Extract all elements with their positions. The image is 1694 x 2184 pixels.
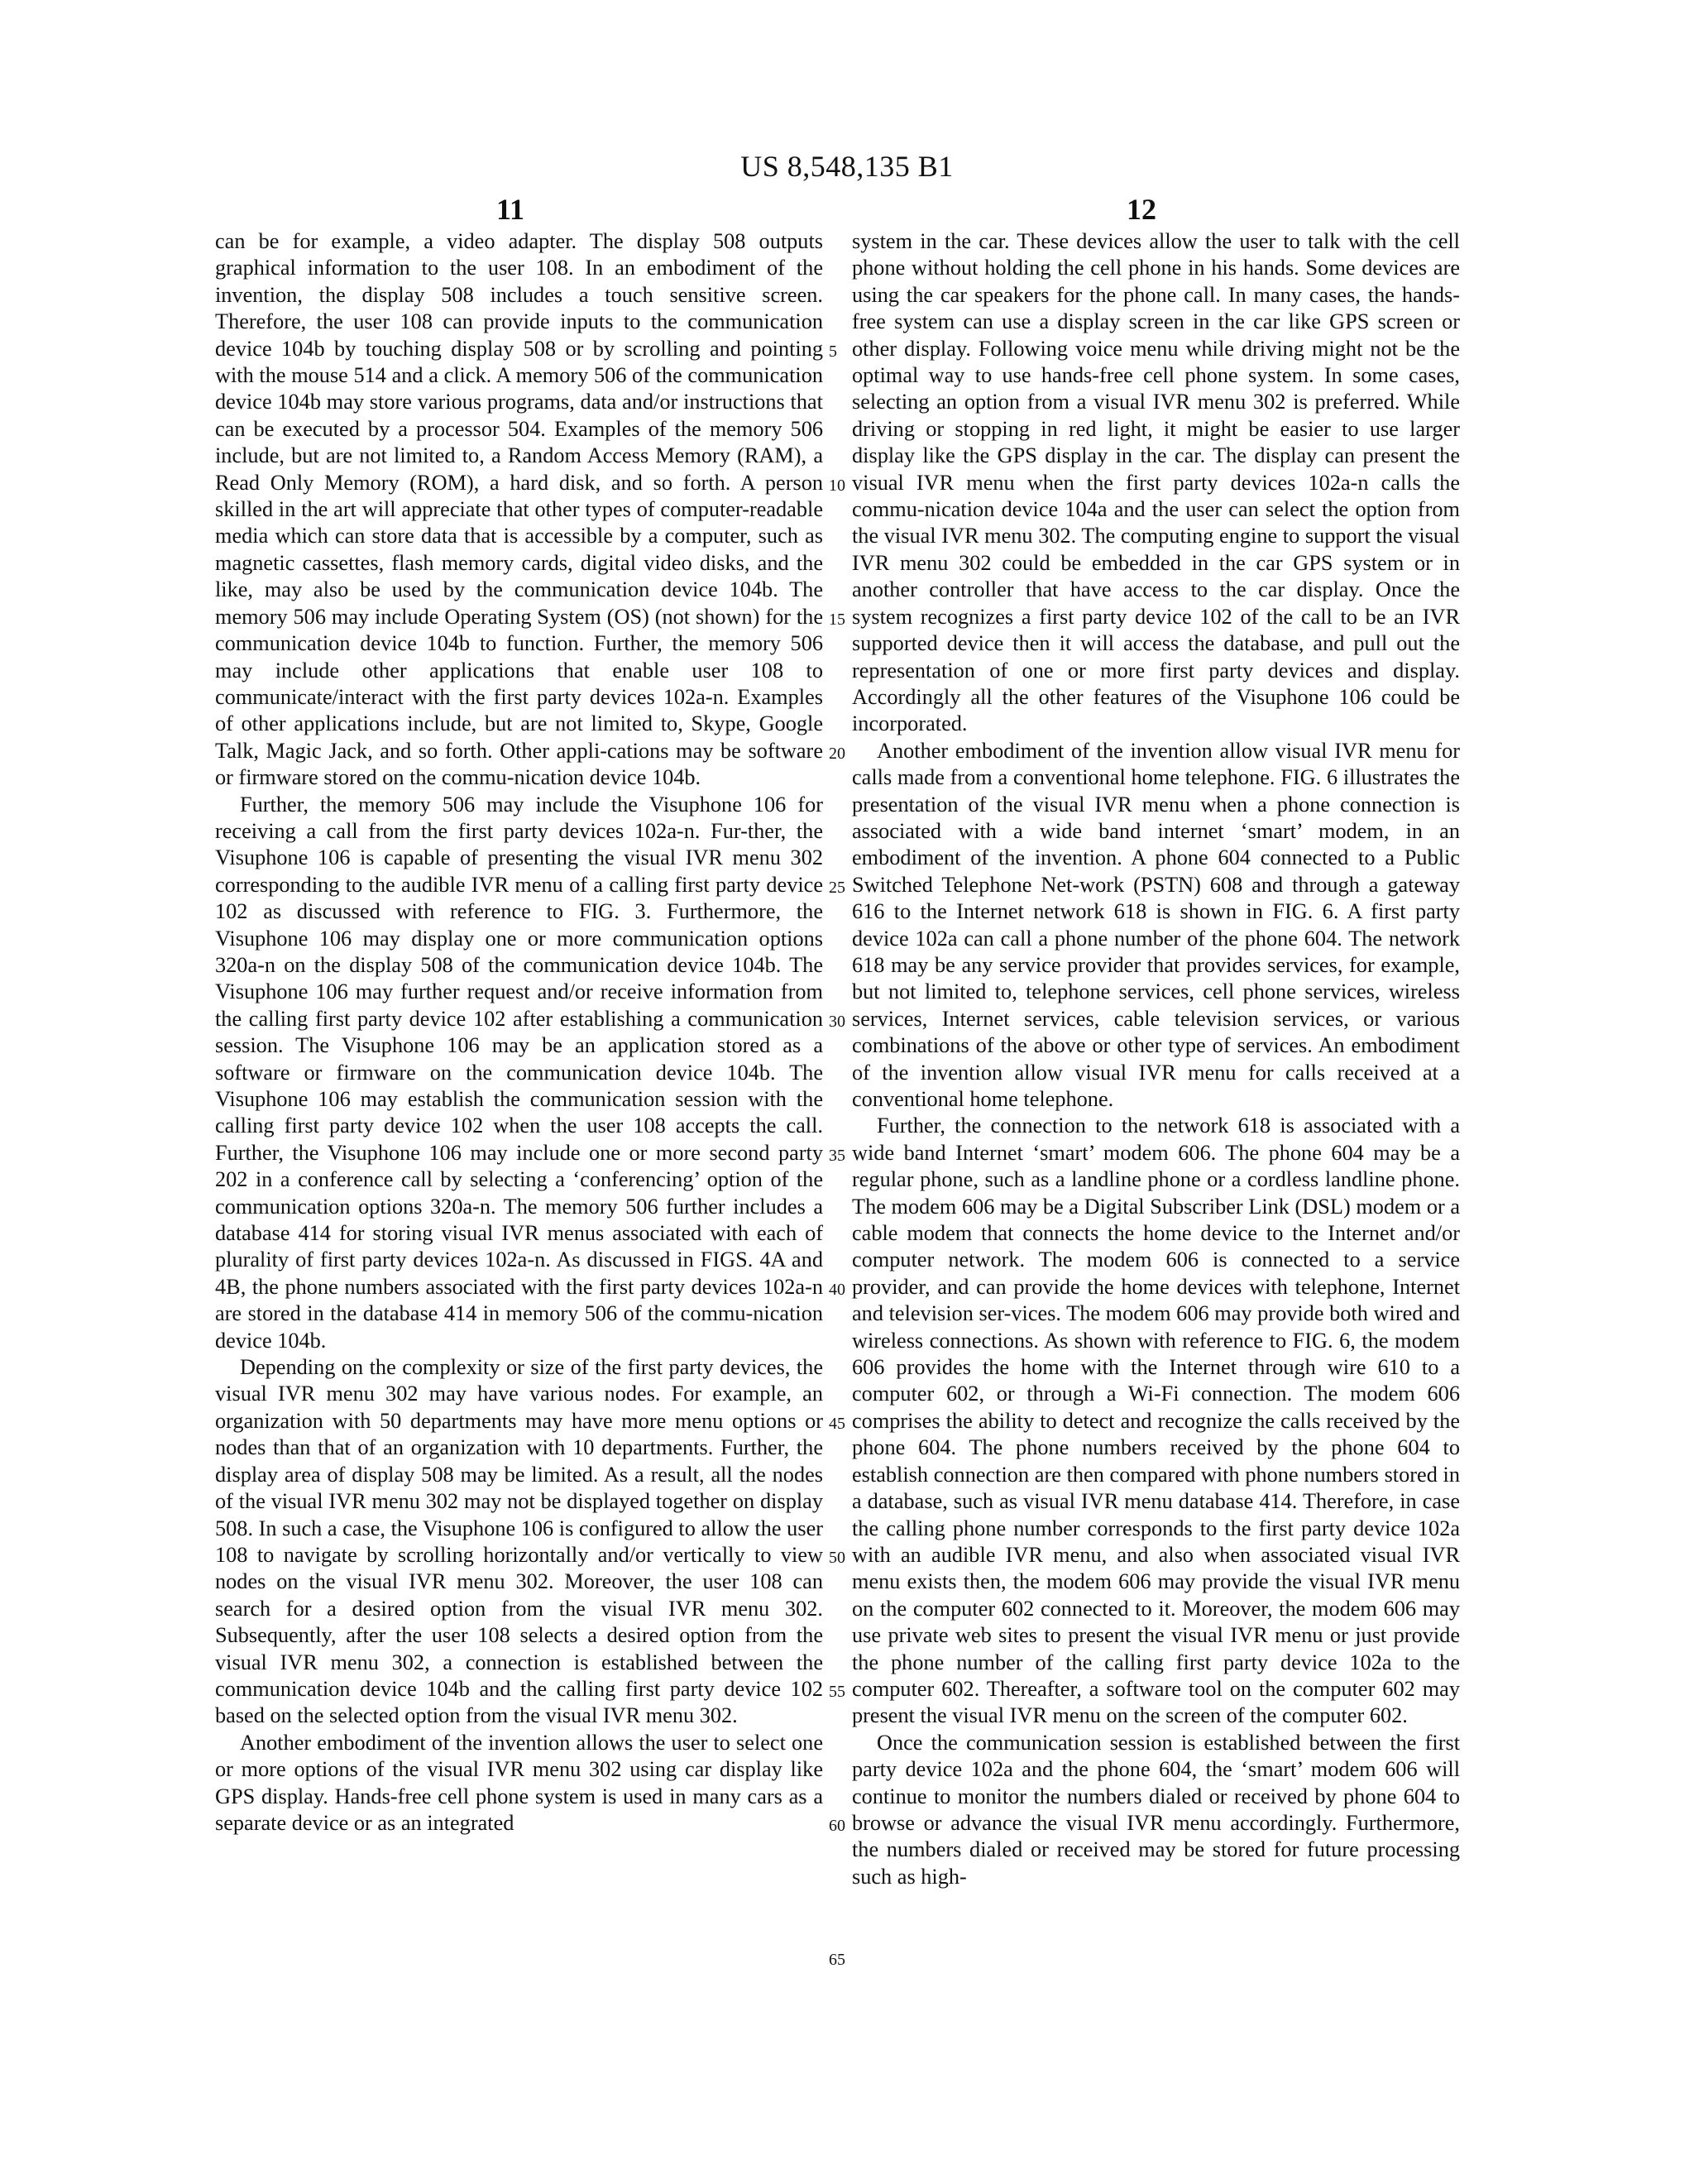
line-number: 30 [829,1013,845,1031]
line-number: 20 [829,745,845,763]
left-column [215,228,823,2098]
right-paragraph-4: Once the communication session is established between the first party device 102a and the phone 604, the ‘smart’ modem 606 will continue to monitor the numbers dialed or received by phone 604 to browse or advance the visual IVR menu accordingly. Furthermore, the numbers dialed or received may be stored for future processing such as high- [852,1730,1460,1889]
line-number: 50 [829,1549,845,1567]
right-column [852,228,1460,2098]
line-number: 60 [829,1817,845,1835]
line-number: 55 [829,1683,845,1701]
right-paragraph-1: system in the car. These devices allow the user to talk with the cell phone without holding the cell phone in his hands. Some devices are using the car speakers for the phone call. In many cases, the hands-free system can use a display screen in the car like GPS screen or other display. Following voice menu while driving might not be the optimal way to use hands-free cell phone system. In some cases, selecting an option from a visual IVR menu 302 is preferred. While driving or stopping in red light, it might be easier to use larger display like the GPS display in the car. The display can present the visual IVR menu when the first party devices 102a-n calls the commu-nication device 104a and the user can select the option from the visual IVR menu 302. The computing engine to support the visual IVR menu 302 could be embedded in the car GPS system or in another controller that have access to the car display. Once the system recognizes a first party device 102 of the call to be an IVR supported device then it will access the database, and pull out the representation of one or more first party devices and display. Accordingly all the other features of the Visuphone 106 could be incorporated. [852,229,1460,736]
right-page-number: 12 [1127,193,1156,226]
line-number: 25 [829,879,845,897]
left-page-number: 11 [496,193,525,226]
line-number: 45 [829,1415,845,1433]
right-paragraph-2: Another embodiment of the invention allow visual IVR menu for calls made from a conventional home telephone. FIG. 6 illustrates the presentation of the visual IVR menu when a phone connection is associated with a wide band internet ‘smart’ modem, in an embodiment of the invention. A phone 604 connected to a Public Switched Telephone Net-work (PSTN) 608 and through a gateway 616 to the Internet network 618 is shown in FIG. 6. A first party device 102a can call a phone number of the phone 604. The network 618 may be any service provider that provides services, for example, but not limited to, telephone services, cell phone services, wireless services, Internet services, cable television services, or various combinations of the above or other type of services. An embodiment of the invention allow visual IVR menu for calls received at a conventional home telephone. [852,738,1460,1111]
line-number: 40 [829,1281,845,1299]
left-paragraph-2: Further, the memory 506 may include the Visuphone 106 for receiving a call from the first party devices 102a-n. Fur-ther, the Visuphone 106 is capable of presenting the visual IVR menu 302 corresponding to the audible IVR menu of a calling first party device 102 as discussed with reference to FIG. 3. Furthermore, the Visuphone 106 may display one or more communication options 320a-n on the display 508 of the communication device 104b. The Visuphone 106 may further request and/or receive information from the calling first party device 102 after establishing a communication session. The Visuphone 106 may be an application stored as a software or firmware on the communication device 104b. The Visuphone 106 may establish the communication session with the calling first party device 102 when the user 108 accepts the call. Further, the Visuphone 106 may include one or more second party 202 in a conference call by selecting a ‘conferencing’ option of the communication options 320a-n. The memory 506 further includes a database 414 for storing visual IVR menus associated with each of plurality of first party devices 102a-n. As discussed in FIGS. 4A and 4B, the phone numbers associated with the first party devices 102a-n are stored in the database 414 in memory 506 of the commu-nication device 104b. [215,792,823,1353]
line-number: 15 [829,611,845,629]
patent-number: US 8,548,135 B1 [740,150,954,183]
line-number: 65 [829,1951,845,1969]
line-number: 5 [829,342,837,361]
left-paragraph-1: can be for example, a video adapter. The display 508 outputs graphical information to the user 108. In an embodiment of the invention, the display 508 includes a touch sensitive screen. Therefore, the user 108 can provide inputs to the communication device 104b by touching display 508 or by scrolling and pointing with the mouse 514 and a click. A memory 506 of the communication device 104b may store various programs, data and/or instructions that can be executed by a processor 504. Examples of the memory 506 include, but are not limited to, a Random Access Memory (RAM), a Read Only Memory (ROM), a hard disk, and so forth. A person skilled in the art will appreciate that other types of computer-readable media which can store data that is accessible by a computer, such as magnetic cassettes, flash memory cards, digital video disks, and the like, may also be used by the communication device 104b. The memory 506 may include Operating System (OS) (not shown) for the communication device 104b to function. Further, the memory 506 may include other applications that enable user 108 to communicate/interact with the first party devices 102a-n. Examples of other applications include, but are not limited to, Skype, Google Talk, Magic Jack, and so forth. Other appli-cations may be software or firmware stored on the commu-nication device 104b. [215,229,823,790]
line-number: 35 [829,1147,845,1165]
left-paragraph-3: Depending on the complexity or size of the first party devices, the visual IVR menu 302 may have various nodes. For example, an organization with 50 departments may have more menu options or nodes than that of an organization with 10 departments. Further, the display area of display 508 may be limited. As a result, all the nodes of the visual IVR menu 302 may not be displayed together on display 508. In such a case, the Visuphone 106 is configured to allow the user 108 to navigate by scrolling horizontally and/or vertically to view nodes on the visual IVR menu 302. Moreover, the user 108 can search for a desired option from the visual IVR menu 302. Subsequently, after the user 108 selects a desired option from the visual IVR menu 302, a connection is established between the communication device 104b and the calling first party device 102 based on the selected option from the visual IVR menu 302. [215,1355,823,1728]
left-paragraph-4: Another embodiment of the invention allows the user to select one or more options of the visual IVR menu 302 using car display like GPS display. Hands-free cell phone system is used in many cars as a separate device or as an integrated [215,1730,823,1835]
right-paragraph-3: Further, the connection to the network 618 is associated with a wide band Internet ‘smart’ modem 606. The phone 604 may be a regular phone, such as a landline phone or a cordless landline phone. The modem 606 may be a Digital Subscriber Link (DSL) modem or a cable modem that connects the home device to the Internet and/or computer network. The modem 606 is connected to a service provider, and can provide the home devices with telephone, Internet and television ser-vices. The modem 606 may provide both wired and wireless connections. As shown with reference to FIG. 6, the modem 606 provides the home with the Internet through wire 610 to a computer 602, or through a Wi-Fi connection. The modem 606 comprises the ability to detect and recognize the calls received by the phone 604. The phone numbers received by the phone 604 to establish connection are then compared with phone numbers stored in a database, such as visual IVR menu database 414. Therefore, in case the calling phone number corresponds to the first party device 102a with an audible IVR menu, and also when associated visual IVR menu exists then, the modem 606 may provide the visual IVR menu on the computer 602 connected to it. Moreover, the modem 606 may use private web sites to present the visual IVR menu or just provide the phone number of the calling first party device 102a to the computer 602. Thereafter, a software tool on the computer 602 may present the visual IVR menu on the screen of the computer 602. [852,1114,1460,1728]
line-number: 10 [829,477,845,495]
